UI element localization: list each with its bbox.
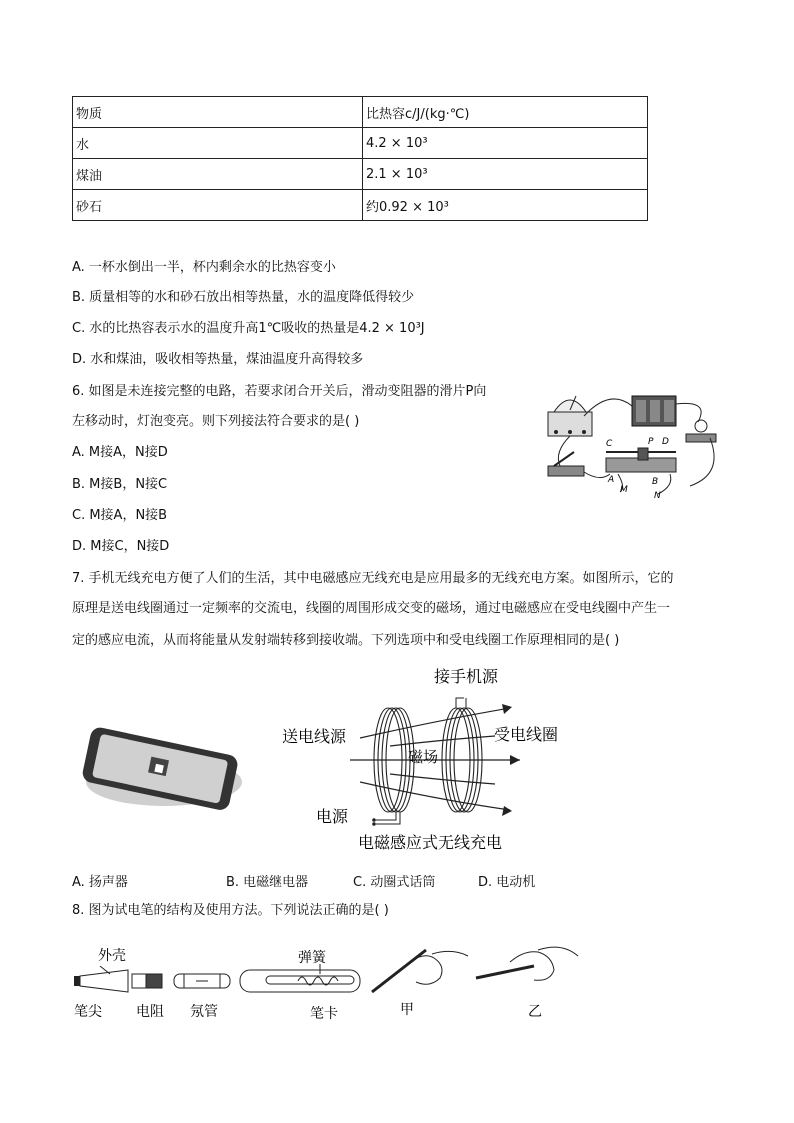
switch [548, 452, 584, 476]
test-pen-figure [70, 942, 590, 1026]
table-cell: 砂石 [73, 190, 363, 221]
q8-stem: 8. 图为试电笔的结构及使用方法。下列说法正确的是( ) [72, 903, 389, 918]
label-d: D [662, 437, 669, 447]
table-row [73, 128, 648, 159]
label-power: 电源 [316, 807, 349, 826]
diagram-caption: 电磁感应式无线充电 [358, 833, 503, 852]
table-cell: 水 [73, 128, 363, 159]
label-shell: 外壳 [98, 948, 126, 964]
neon-tube [174, 974, 230, 988]
q6-option-b: B. M接B，N接C [72, 477, 168, 492]
bulb [686, 420, 716, 442]
q5-option-c: C. 水的比热容表示水的温度升高1℃吸收的热量是4.2 × 10³J [72, 321, 425, 336]
circuit-figure [540, 382, 730, 502]
q6-option-c: C. M接A，N接B [72, 508, 168, 523]
q5-option-b: B. 质量相等的水和砂石放出相等热量，水的温度降低得较少 [72, 290, 415, 305]
table-cell: 约0.92 × 10³ [363, 190, 648, 221]
table-cell: 煤油 [73, 159, 363, 190]
table-header-row [73, 97, 648, 128]
q7-option-b: B. 电磁继电器 [226, 875, 309, 890]
hand-jia [372, 950, 468, 992]
label-c: C [606, 439, 613, 449]
q5-option-a: A. 一杯水倒出一半，杯内剩余水的比热容变小 [72, 260, 336, 275]
q7-option-a: A. 扬声器 [72, 875, 128, 890]
label-phone-source: 接手机源 [434, 667, 499, 686]
table-header-cell: 物质 [73, 97, 363, 128]
label-send-coil: 送电线源 [282, 727, 347, 746]
pen-resistor [132, 974, 162, 988]
label-receive-coil: 受电线圈 [494, 725, 559, 744]
label-clip: 笔卡 [310, 1006, 338, 1022]
label-a: A [608, 475, 615, 485]
q7-stem-line2: 原理是送电线圈通过一定频率的交流电，线圈的周围形成交变的磁场，通过电磁感应在受电线圈中产生一 [72, 601, 671, 616]
label-spring: 弹簧 [298, 950, 326, 966]
q7-stem-line3: 定的感应电流，从而将能量从发射端转移到接收端。下列选项中和受电线圈工作原理相同的是( ) [72, 633, 620, 648]
table-header-cell: 比热容c/J/(kg·℃) [363, 97, 648, 128]
q6-stem-line2: 左移动时，灯泡变亮。则下列接法符合要求的是( ) [72, 414, 360, 429]
label-yi: 乙 [528, 1004, 542, 1020]
table-row [73, 159, 648, 190]
label-p: P [648, 437, 654, 447]
label-jia: 甲 [400, 1002, 414, 1018]
q7-stem-line1: 7. 手机无线充电方便了人们的生活，其中电磁感应无线充电是应用最多的无线充电方案。如图所示，它的 [72, 571, 674, 586]
q7-option-d: D. 电动机 [478, 875, 536, 890]
label-m: M [620, 485, 628, 495]
battery [632, 396, 676, 426]
hand-yi [476, 947, 578, 980]
q7-option-c: C. 动圈式话筒 [353, 875, 436, 890]
label-magnetic-field: 磁场 [408, 748, 439, 766]
q6-option-d: D. M接C，N接D [72, 539, 170, 554]
table-row [73, 190, 648, 221]
label-n: N [654, 491, 661, 501]
q6-option-a: A. M接A，N接D [72, 445, 168, 460]
q6-stem-line1: 6. 如图是未连接完整的电路，若要求闭合开关后，滑动变阻器的滑片P向 [72, 384, 487, 399]
label-resistor: 电阻 [136, 1004, 164, 1020]
pen-body [240, 964, 360, 992]
rheostat [606, 448, 676, 472]
q5-option-d: D. 水和煤油，吸收相等热量，煤油温度升高得较多 [72, 352, 364, 367]
label-tip: 笔尖 [74, 1004, 102, 1020]
coil-diagram [280, 660, 580, 860]
pen-tip-shell [74, 966, 128, 992]
table-cell: 2.1 × 10³ [363, 159, 648, 190]
table-cell: 4.2 × 10³ [363, 128, 648, 159]
label-b: B [652, 477, 659, 487]
label-neon: 氖管 [190, 1004, 218, 1020]
wireless-charger-photo [72, 712, 242, 816]
ammeter [548, 396, 592, 436]
heat-capacity-table [72, 96, 648, 221]
